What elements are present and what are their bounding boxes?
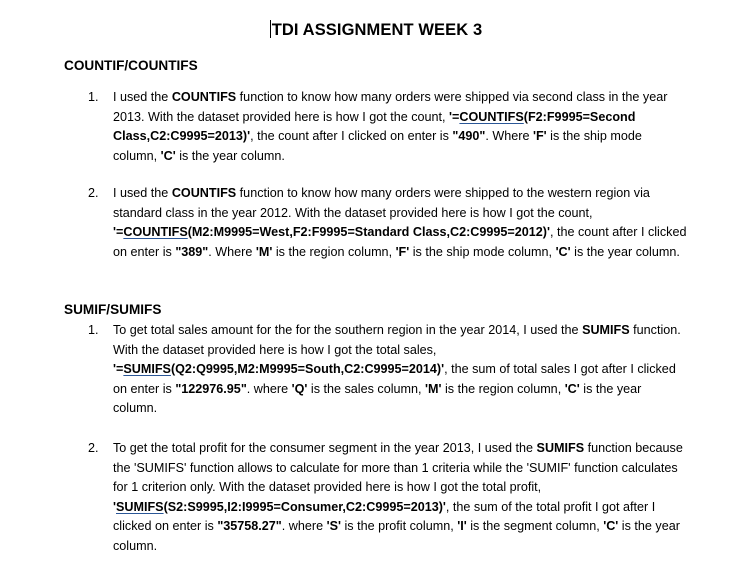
list-number: 1.: [88, 323, 99, 337]
list-item-text: To get the total profit for the consumer segment in the year 2013, I used the SUMIFS function because the 'SUMIFS' function allows to calculate for more than 1 criteria while the 'SUMIF' function calculates for 1 criterion only. With the dataset provided here is how I got the total profit, 'SUMIFS(S2:S9995,I2:I9995=Consumer,C2:C9995=2013)', the sum of the total profit I got after I clicked on enter is "35758.27". where 'S' is the profit column, 'I' is the segment column, 'C' is the year column.: [113, 441, 683, 553]
list-item-text: I used the COUNTIFS function to know how many orders were shipped via second class in the year 2013. With the dataset provided here is how I got the count, '=COUNTIFS(F2:F9995=Second Class,C2:C9995=2013)', the count after I clicked on enter is "490". Where 'F' is the ship mode column, 'C' is the year column.: [113, 90, 668, 163]
text-cursor: [270, 20, 271, 38]
formula-function-name: SUMIFS: [123, 362, 171, 376]
list-item: [88, 184, 688, 262]
list-item: [88, 321, 688, 419]
formula-function-name: COUNTIFS: [123, 225, 188, 239]
list-item: [88, 439, 688, 556]
section-heading-sumif: SUMIF/SUMIFS: [64, 302, 162, 317]
list-number: 2.: [88, 186, 99, 200]
document-title: TDI ASSIGNMENT WEEK 3: [271, 21, 483, 39]
formula-function-name: COUNTIFS: [459, 109, 524, 124]
list-item: [88, 88, 688, 166]
list-item-text: To get total sales amount for the for the southern region in the year 2014, I used the SUMIFS function. With the dataset provided here is how I got the total sales, '=SUMIFS(Q2:Q9995,M2:M9995=South,C2:C9995=2014)', the sum of total sales I got after I clicked on enter is "122976.95". where 'Q' is the sales column, 'M' is the region column, 'C' is the year column.: [113, 323, 681, 415]
formula-function-name: SUMIFS: [116, 499, 164, 514]
section-heading-countif: COUNTIF/COUNTIFS: [64, 58, 198, 73]
list-item-text: I used the COUNTIFS function to know how many orders were shipped to the western region via standard class in the year 2012. With the dataset provided here is how I got the count, '=COUNTIFS(M2:M9995=West,F2:F9995=Standard Class,C2:C9995=2012)', the count after I clicked on enter is "389". Where 'M' is the region column, 'F' is the ship mode column, 'C' is the year column.: [113, 186, 687, 259]
list-number: 1.: [88, 90, 99, 104]
list-number: 2.: [88, 441, 99, 455]
